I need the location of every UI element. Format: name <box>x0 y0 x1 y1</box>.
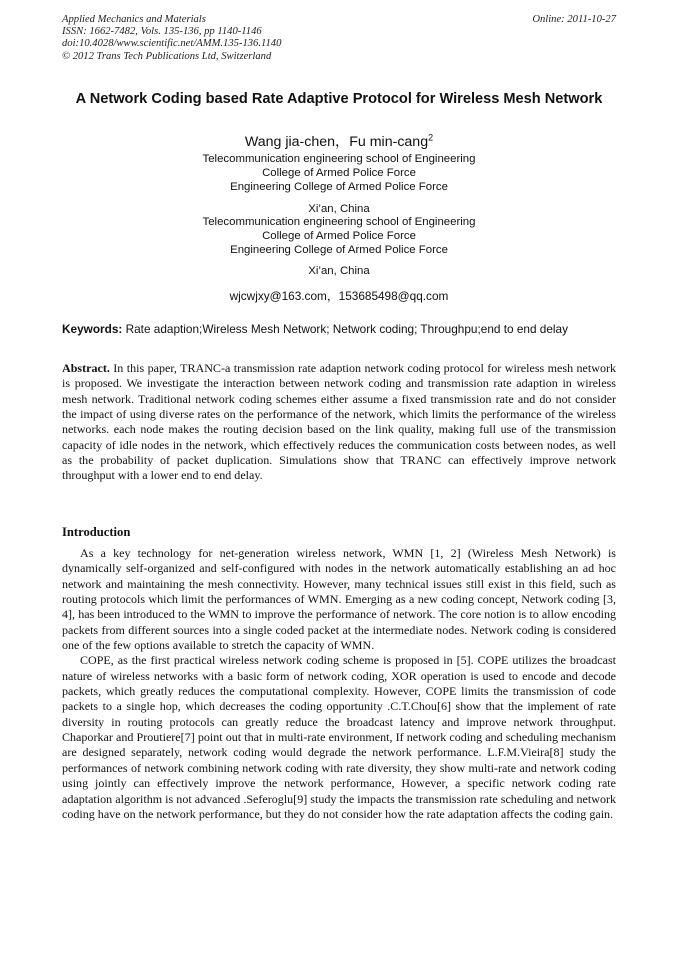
abstract-text: In this paper, TRANC-a transmission rate adaption network coding protocol for wireless mesh network is proposed. We investigate the interaction between network coding and transmission rate adaption in wireless mesh network. Traditional network coding schemes either assume a fixed transmission rate and do not consider the impact of using diverse rates on the performance of the network, which limits the performance of the wireless networks. each node makes the routing decision based on the link quality, making full use of the transmission capacity of idle nodes in the network, which effectively reduces the communication costs between nodes, as well as the probability of packet duplication. Simulations show that TRANC can effectively improve network throughput with a lower end to end delay. <box>62 361 617 483</box>
affiliation-2-line3: Engineering College of Armed Police Force <box>230 244 448 257</box>
section-heading-introduction: Introduction <box>62 525 131 539</box>
affiliation-1-line1: Telecommunication engineering school of Engineering <box>202 153 476 165</box>
introduction-body <box>62 546 616 822</box>
affiliation-1-line2: College of Armed Police Force <box>262 167 416 180</box>
copyright-line: © 2012 Trans Tech Publications Ltd, Switzerland <box>62 50 272 62</box>
author-emails: wjcwjxy@163.com，153685498@qq.com <box>229 289 449 303</box>
paper-title: A Network Coding based Rate Adaptive Protocol for Wireless Mesh Network <box>75 91 603 107</box>
intro-paragraph-2: COPE, as the first practical wireless network coding scheme is proposed in [5]. COPE utilizes the broadcast nature of wireless networks with a basic form of network coding, XOR operation is used to encode and decode packets, which greatly reduces the computational complexity. However, COPE limits the transmission of code packets to a single hop, which decreases the coding opportunity .C.T.Chou[6] show that the implement of rate diversity in routing protocols can greatly reduce the broadcast latency and improve network throughput. Chaporkar and Proutiere[7] point out that in multi-rate environment, If network coding and scheduling mechanism are designed separately, network coding would degrade the network performance. L.F.M.Vieira[8] study the performances of network combining network coding with rate diversity, they show multi-rate and network coding using jointly can effectively improve the network performance, However, a specific network coding rate adaptation algorithm is not advanced .Seferoglu[9] study the impacts the transmission rate scheduling and network coding have on the network performance, but they do not consider how the rate adaptation affects the coding gain. <box>62 653 616 821</box>
affiliation-1-city: Xi’an, China <box>308 202 370 215</box>
affiliation-2-line1: Telecommunication engineering school of Engineering <box>202 216 476 228</box>
online-date: Online: 2011-10-27 <box>532 14 616 25</box>
affiliation-2-city: Xi’an, China <box>308 264 370 277</box>
abstract <box>62 361 616 484</box>
journal-header <box>62 14 281 63</box>
intro-paragraph-1: As a key technology for net-generation wireless network, WMN [1, 2] (Wireless Mesh Network) is dynamically self-organized and self-configured with nodes in the network automatically establishing an ad hoc network and maintaining the mesh connectivity. However, many technical issues still exist in this field, such as routing protocols which limit the performances of WMN. Emerging as a new coding concept, Network coding [3, 4], has been introduced to the WMN to improve the performance of network. The core notion is to allow encoding packets from different sources into a single coded packet at the intermediate nodes. Network coding is considered one of the few options available to stretch the capacity of WMN. <box>62 546 616 653</box>
keywords-label: Keywords: <box>62 322 123 336</box>
author-superscript: 2 <box>428 132 434 143</box>
issn-line: ISSN: 1662-7482, Vols. 135-136, pp 1140-1146 <box>62 26 262 38</box>
keywords-line <box>62 322 618 336</box>
keywords-text: Rate adaption;Wireless Mesh Network; Network coding; Throughpu;end to end delay <box>125 322 569 336</box>
abstract-label: Abstract. <box>62 361 110 375</box>
author-names <box>62 131 616 151</box>
affiliation-1 <box>62 152 616 216</box>
affiliation-1-line3: Engineering College of Armed Police Force <box>230 181 448 194</box>
author-list: Wang jia-chen，Fu min-cang <box>244 134 429 150</box>
affiliation-2-line2: College of Armed Police Force <box>262 230 416 243</box>
doi-line: doi:10.4028/www.scientific.net/AMM.135-136.1140 <box>62 38 282 50</box>
journal-name: Applied Mechanics and Materials <box>62 14 206 25</box>
affiliation-2 <box>62 215 616 278</box>
